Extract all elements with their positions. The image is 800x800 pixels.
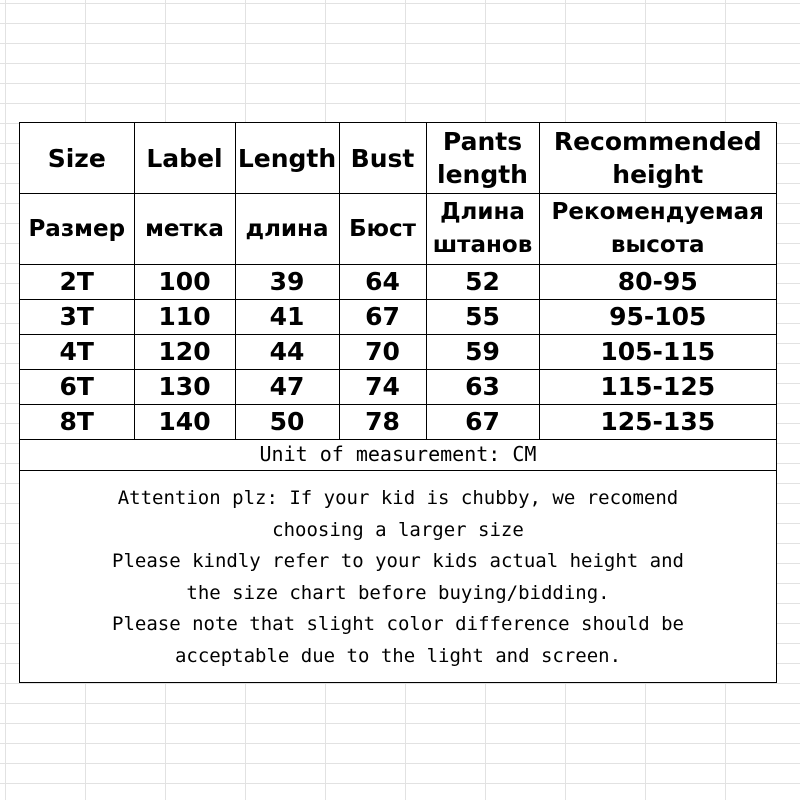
header-cell: Длина штанов <box>426 194 539 265</box>
table-cell: 55 <box>426 300 539 335</box>
table-cell: 3T <box>20 300 134 335</box>
table-row <box>20 300 776 335</box>
header-cell: метка <box>134 194 235 265</box>
header-cell: длина <box>235 194 339 265</box>
table-cell: 130 <box>134 370 235 405</box>
notes-block <box>20 483 776 672</box>
header-cell: Pants length <box>426 123 539 194</box>
table-cell: 125-135 <box>539 405 776 440</box>
table-cell: 44 <box>235 335 339 370</box>
table-cell: 70 <box>339 335 426 370</box>
table-row <box>20 405 776 440</box>
table-cell: 100 <box>134 265 235 300</box>
table-cell: 95-105 <box>539 300 776 335</box>
table-cell: 52 <box>426 265 539 300</box>
table-cell: 39 <box>235 265 339 300</box>
table-row <box>20 265 776 300</box>
size-chart-sheet <box>19 122 777 683</box>
table-cell: 2T <box>20 265 134 300</box>
header-cell: Рекомендуемая высота <box>539 194 776 265</box>
table-cell: 63 <box>426 370 539 405</box>
header-cell: Размер <box>20 194 134 265</box>
size-table <box>20 123 776 440</box>
table-cell: 74 <box>339 370 426 405</box>
note-line: Please kindly refer to your kids actual height and <box>112 550 684 572</box>
note-line: Attention plz: If your kid is chubby, we recomend <box>117 487 679 509</box>
unit-of-measurement: Unit of measurement: CM <box>20 439 776 471</box>
table-cell: 8T <box>20 405 134 440</box>
table-cell: 80-95 <box>539 265 776 300</box>
note-line: Please note that slight color difference should be <box>112 613 684 635</box>
table-cell: 78 <box>339 405 426 440</box>
table-cell: 120 <box>134 335 235 370</box>
table-cell: 67 <box>426 405 539 440</box>
header-cell: Recommended height <box>539 123 776 194</box>
header-row-english <box>20 123 776 194</box>
table-cell: 67 <box>339 300 426 335</box>
table-row <box>20 335 776 370</box>
table-cell: 64 <box>339 265 426 300</box>
table-cell: 6T <box>20 370 134 405</box>
table-cell: 47 <box>235 370 339 405</box>
header-cell: Length <box>235 123 339 194</box>
table-cell: 115-125 <box>539 370 776 405</box>
table-cell: 110 <box>134 300 235 335</box>
note-line: acceptable due to the light and screen. <box>174 644 622 667</box>
table-cell: 59 <box>426 335 539 370</box>
note-line: the size chart before buying/bidding. <box>186 581 610 604</box>
header-cell: Size <box>20 123 134 194</box>
header-cell: Label <box>134 123 235 194</box>
note-line: choosing a larger size <box>272 518 524 541</box>
table-cell: 50 <box>235 405 339 440</box>
header-row-russian <box>20 194 776 265</box>
header-cell: Bust <box>339 123 426 194</box>
table-cell: 41 <box>235 300 339 335</box>
table-cell: 140 <box>134 405 235 440</box>
table-cell: 4T <box>20 335 134 370</box>
header-cell: Бюст <box>339 194 426 265</box>
table-row <box>20 370 776 405</box>
table-cell: 105-115 <box>539 335 776 370</box>
